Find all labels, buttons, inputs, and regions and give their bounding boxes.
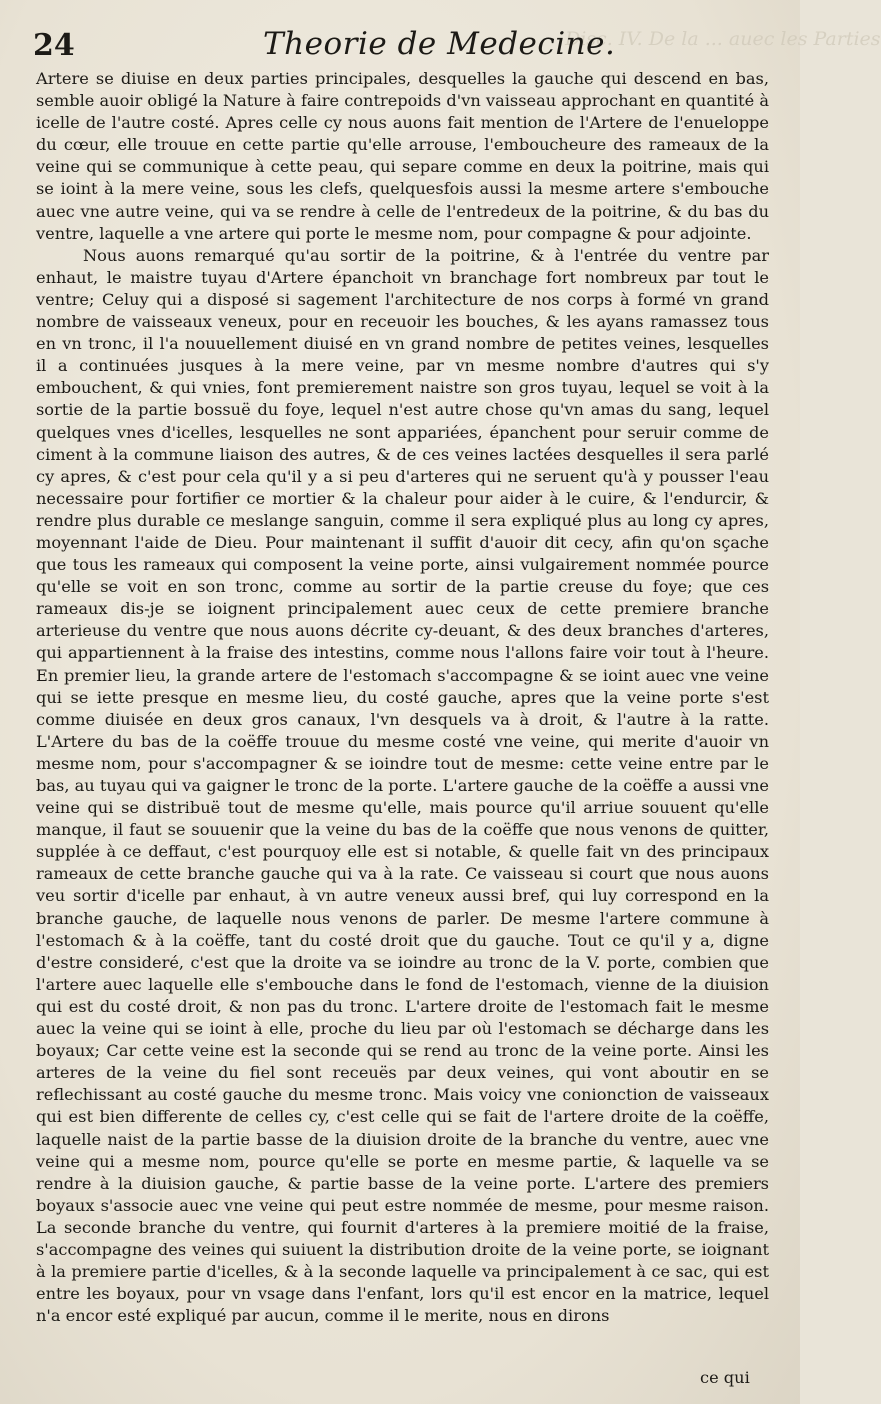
paragraph: Nous auons remarqué qu'au sortir de la poitrine, & à l'entrée du ventre par enhaut, le maistre tuyau d'Artere épanchoit vn branchage fort nombreux par tout le ventre; Celuy qui a disposé si sagement l'architecture de nos corps à formé vn grand nombre de vaisseaux veneux, pour en receuoir les bouches, & les ayans ramassez tous en vn tronc, il l'a nouuellement diuisé en vn grand nombre de petites veines, lesquelles il a continuées jusques à la mere veine, par vn mesme nombre d'autres qui s'y embouchent, & qui vnies, font premierement naistre son gros tuyau, lequel se voit à la sortie de la partie bossuë du foye, lequel n'est autre chose qu'vn amas du sang, lequel quelques vnes d'icelles, lesquelles ne sont appariées, épanchent pour seruir comme de ciment à la commune liaison des autres, & de ces veines lactées desquelles il sera parlé cy apres, & c'est pour cela qu'il y a si peu d'arteres qui ne seruent qu'à y pousser l'eau necessaire pour fortifier ce mortier & la chaleur pour aider à le cuire, & l'endurcir, & rendre plus durable ce meslange sanguin, comme il sera expliqué plus au long cy apres, moyennant l'aide de Dieu. Pour maintenant il suffit d'auoir dit cecy, afin qu'on sçache que tous les rameaux qui composent la veine porte, ainsi vulgairement nommée pource qu'elle se voit en son tronc, comme au sortir de la partie creuse du foye; que ces rameaux dis-je se ioignent principalement auec ceux de cette premiere branche arterieuse du ventre que nous auons décrite cy-deuant, & des deux branches d'arteres, qui appartiennent à la fraise des intestins, comme nous l'allons faire voir tout à l'heure. En premier lieu, la grande artere de l'estomach s'accompagne & se ioint auec vne veine qui se iette presque en mesme lieu, du costé gauche, apres que la veine porte s'est comme diuisée en deux gros canaux, l'vn desquels va à droit, & l'autre à la ratte. L'Artere du bas de la coëffe trouue du mesme costé vne veine, qui merite d'auoir vn mesme nom, pour s'accompagner & se ioindre tout de mesme: cette veine entre par le bas, au tuyau qui va gaigner le tronc de la porte. L'artere gauche de la coëffe a aussi vne veine qui se distribuë tout de mesme qu'elle, mais pource qu'il arriue souuent qu'elle manque, il faut se souuenir que la veine du bas de la coëffe que nous venons de quitter, supplée à ce deffaut, c'est pourquoy elle est si notable, & quelle fait vn des principaux rameaux de cette branche gauche qui va à la rate. Ce vaisseau si court que nous auons veu sortir d'icelle par enhaut, à vn autre veneux aussi bref, qui luy correspond en la branche gauche, de laquelle nous venons de parler. De mesme l'artere commune à l'estomach & à la coëffe, tant du costé droit que du gauche. Tout ce qu'il y a, digne d'estre consideré, c'est que la droite va se ioindre au tronc de la V. porte, combien que l'artere auec laquelle elle s'embouche dans le fond de l'estomach, vienne de la diuision qui est du costé droit, & non pas du tronc. L'artere droite de l'estomach fait le mesme auec la veine qui se ioint à elle, proche du lieu par où l'estomach se décharge dans les boyaux; Car cette veine est la seconde qui se rend au tronc de la veine porte. Ainsi les arteres de la veine du fiel sont receuës par deux veines, qui vont aboutir en se reflechissant au costé gauche du mesme tronc. Mais voicy vne conionction de vaisseaux qui est bien differente de celles cy, c'est celle qui se fait de l'artere droite de la coëffe, laquelle naist de la partie basse de la diuision droite de la branche du ventre, auec vne veine qui a mesme nom, pource qu'elle se porte en mesme partie, & laquelle va se rendre à la diuision gauche, & partie basse de la veine porte. L'artere des premiers boyaux s'associe auec vne veine qui peut estre nommée de mesme, pour mesme raison. La seconde branche du ventre, qui fournit d'arteres à la premiere moitié de la fraise, s'accompagne des veines qui suiuent la distribution droite de la veine porte, se ioignant à la premiere partie d'icelles, & à la seconde laquelle va principalement à ce sac, qui est entre les boyaux, pour vn vsage dans l'enfant, lors qu'il est encor en la matrice, lequel n'a encor esté expliqué par aucun, comme il le merite, nous en dirons <box>36 245 769 1326</box>
page-header <box>33 22 773 74</box>
running-title: Theorie de Medecine. <box>263 26 616 62</box>
bleed-through-text: Disc. IV. De la ... auec les Parties <box>565 28 881 50</box>
catchword: ce qui <box>700 1368 750 1387</box>
paragraph: Artere se diuise en deux parties principales, desquelles la gauche qui descend en bas, semble auoir obligé la Nature à faire contrepoids d'vn vaisseau approchant en quantité à icelle de l'autre costé. Apres celle cy nous auons fait mention de l'Artere de l'enueloppe du cœur, elle trouue en cette partie qu'elle arrouse, l'emboucheure des rameaux de la veine qui se communique à cette peau, qui separe comme en deux la poitrine, mais qui se ioint à la mere veine, sous les clefs, quelquesfois aussi la mesme artere s'embouche auec vne autre veine, qui va se rendre à celle de l'entredeux de la poitrine, & du bas du ventre, laquelle a vne artere qui porte le mesme nom, pour compagne & pour adjointe. <box>36 69 769 243</box>
page-number: 24 <box>33 28 75 63</box>
body-text <box>36 68 769 1327</box>
